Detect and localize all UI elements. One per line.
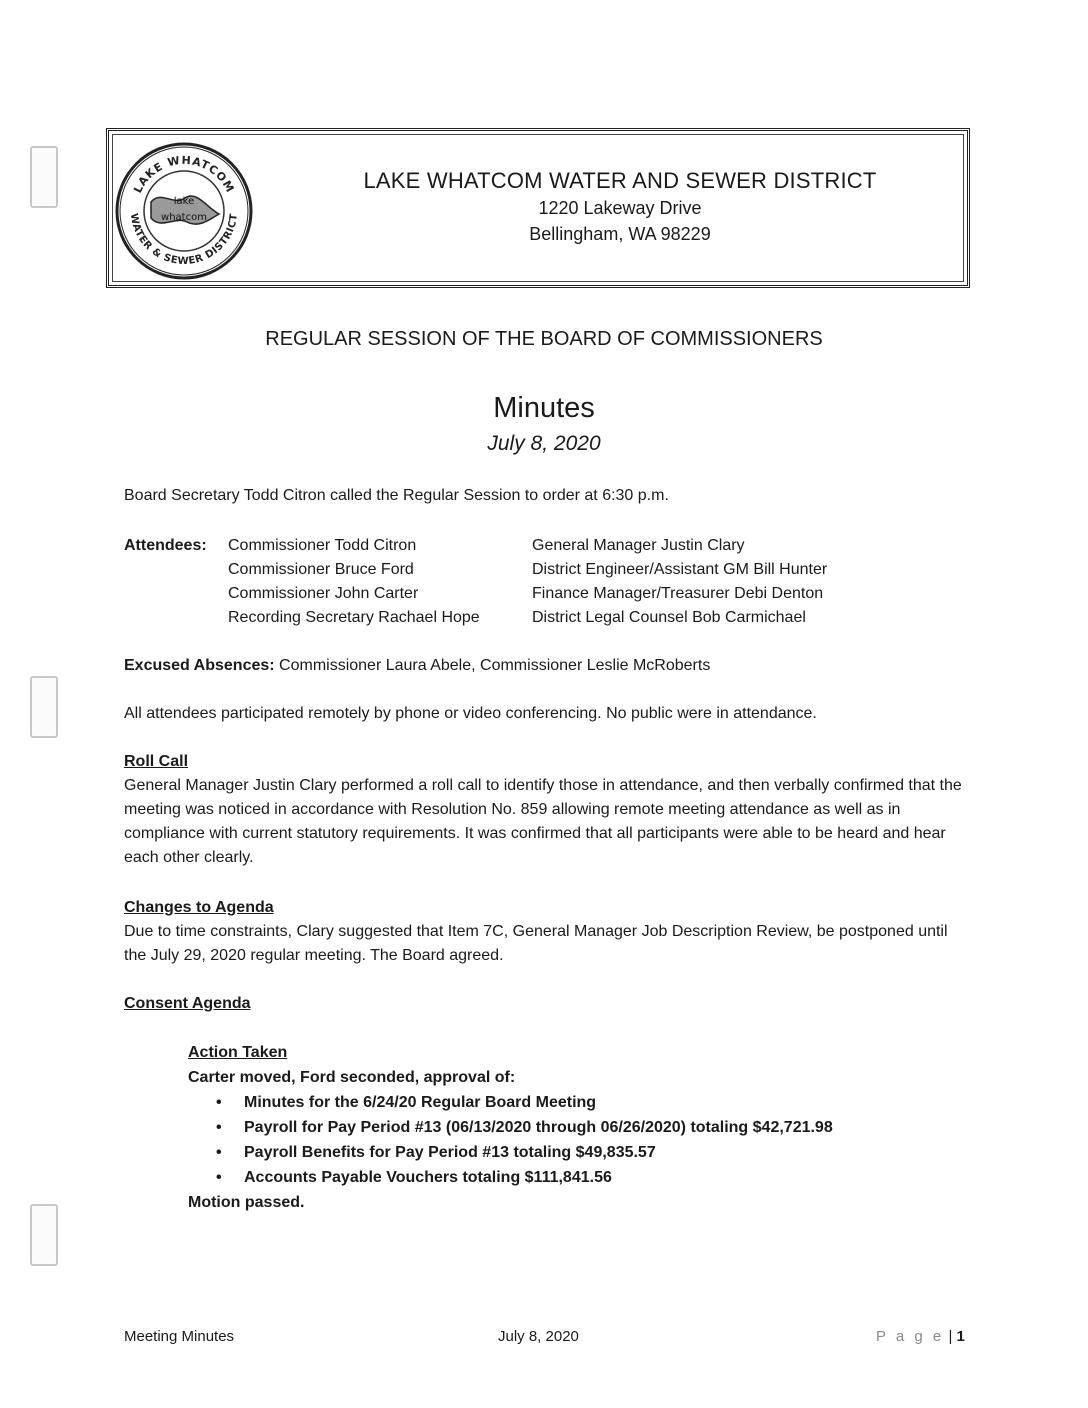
consent-item: • Payroll Benefits for Pay Period #13 totaling $49,835.57 [216, 1144, 656, 1161]
attendee: General Manager Justin Clary [532, 537, 745, 554]
footer-date: July 8, 2020 [498, 1328, 579, 1345]
footer-page-number: P a g e | 1 [876, 1328, 965, 1345]
roll-call-body: General Manager Justin Clary performed a roll call to identify those in attendance, and then verbally confirmed that the meeting was noticed in accordance with Resolution No. 859 allowing remote meeting attendance as well as in compliance with current statutory requirements. It was confirmed that all participants were able to be heard and hear each other clearly. [124, 777, 962, 866]
attendee: Commissioner Todd Citron [228, 537, 417, 554]
attendee: District Legal Counsel Bob Carmichael [532, 609, 806, 626]
attendee: Commissioner Bruce Ford [228, 561, 414, 578]
consent-item: • Payroll for Pay Period #13 (06/13/2020 through 06/26/2020) totaling $42,721.98 [216, 1119, 833, 1136]
excused-absences [124, 654, 974, 678]
attendee: District Engineer/Assistant GM Bill Hunter [532, 561, 828, 578]
consent-item: • Minutes for the 6/24/20 Regular Board Meeting [216, 1094, 597, 1111]
document-title: Minutes [493, 392, 595, 424]
document-date: July 8, 2020 [487, 432, 601, 455]
call-to-order: Board Secretary Todd Citron called the Regular Session to order at 6:30 p.m. [124, 487, 669, 504]
action-taken-block [188, 1040, 515, 1090]
motion-result: Motion passed. [188, 1194, 305, 1211]
consent-agenda-heading: Consent Agenda [124, 995, 251, 1012]
attendee: Commissioner John Carter [228, 585, 419, 602]
attendees-column-2 [532, 534, 827, 630]
punch-hole-mark [30, 146, 58, 208]
excused-names: Commissioner Laura Abele, Commissioner Leslie McRoberts [274, 657, 711, 674]
attendees-column-1 [228, 534, 480, 630]
footer-left: Meeting Minutes [124, 1328, 235, 1345]
action-taken-heading: Action Taken [188, 1044, 288, 1061]
punch-hole-mark [30, 676, 58, 738]
roll-call-heading: Roll Call [124, 753, 189, 770]
org-address-street: 1220 Lakeway Drive [538, 198, 702, 218]
attendees-label: Attendees: [124, 537, 207, 554]
svg-text:LAKE WHATCOM: LAKE WHATCOM [131, 153, 237, 196]
svg-text:lake: lake [173, 196, 195, 207]
svg-text:WATER & SEWER DISTRICT: WATER & SEWER DISTRICT [127, 212, 241, 268]
remote-attendance-note: All attendees participated remotely by phone or video conferencing. No public were in attendance. [124, 705, 817, 722]
consent-item: • Accounts Payable Vouchers totaling $111,841.56 [216, 1169, 612, 1186]
org-address-city: Bellingham, WA 98229 [529, 224, 711, 244]
changes-body: Due to time constraints, Clary suggested that Item 7C, General Manager Job Description Review, be postponed until the July 29, 2020 regular meeting. The Board agreed. [124, 923, 948, 964]
attendee: Recording Secretary Rachael Hope [228, 609, 480, 626]
svg-text:whatcom: whatcom [161, 212, 207, 223]
attendee: Finance Manager/Treasurer Debi Denton [532, 585, 824, 602]
district-seal-logo [113, 140, 255, 282]
excused-label: Excused Absences: [124, 657, 275, 674]
changes-heading: Changes to Agenda [124, 899, 274, 916]
org-name: LAKE WHATCOM WATER AND SEWER DISTRICT [363, 168, 877, 193]
motion-intro: Carter moved, Ford seconded, approval of: [188, 1069, 516, 1086]
punch-hole-mark [30, 1204, 58, 1266]
session-title: REGULAR SESSION OF THE BOARD OF COMMISSIONERS [265, 328, 823, 350]
